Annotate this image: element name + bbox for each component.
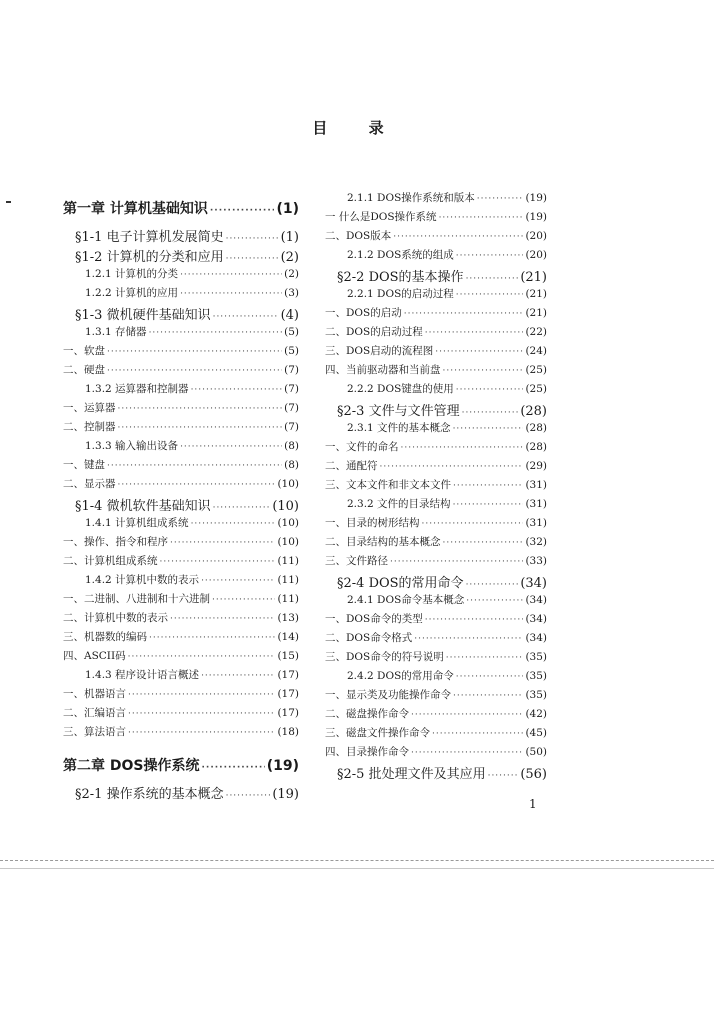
toc-entry-title: §2-4 DOS的常用命令 bbox=[337, 576, 464, 591]
toc-entry-page: (8) bbox=[284, 459, 299, 471]
toc-leader-dots bbox=[226, 234, 279, 244]
toc-leader-dots bbox=[210, 206, 275, 216]
toc-entry-title: 一、文件的命名 bbox=[325, 441, 399, 453]
toc-entry bbox=[325, 266, 547, 286]
toc-leader-dots bbox=[404, 309, 524, 319]
toc-entry-title: 二、显示器 bbox=[63, 478, 116, 490]
toc-entry bbox=[63, 400, 299, 419]
toc-entry-title: §2-5 批处理文件及其应用 bbox=[337, 767, 486, 782]
toc-entry-title: 三、机器数的编码 bbox=[63, 631, 147, 643]
toc-leader-dots bbox=[466, 274, 519, 284]
toc-entry bbox=[63, 266, 299, 285]
toc-entry bbox=[63, 343, 299, 362]
toc-entry bbox=[63, 226, 299, 246]
toc-entry-page: (32) bbox=[525, 536, 547, 548]
toc-leader-dots bbox=[456, 385, 524, 395]
toc-entry bbox=[325, 228, 547, 247]
toc-entry-title: 2.3.2 文件的目录结构 bbox=[347, 498, 451, 510]
toc-entry-page: (45) bbox=[525, 727, 547, 739]
toc-leader-dots bbox=[170, 538, 275, 548]
toc-entry-page: (7) bbox=[284, 402, 299, 414]
toc-entry-page: (35) bbox=[525, 651, 547, 663]
toc-entry-title: 1.3.1 存储器 bbox=[85, 326, 147, 338]
toc-leader-dots bbox=[128, 652, 276, 662]
toc-entry bbox=[63, 629, 299, 648]
toc-entry-title: 四、目录操作命令 bbox=[325, 746, 409, 758]
toc-entry-title: 四、当前驱动器和当前盘 bbox=[325, 364, 441, 376]
toc-leader-dots bbox=[432, 729, 523, 739]
toc-entry-page: (50) bbox=[525, 746, 547, 758]
toc-entry-title: 一、DOS的启动 bbox=[325, 307, 402, 319]
toc-entry bbox=[63, 648, 299, 667]
toc-entry bbox=[325, 553, 547, 572]
toc-entry-title: 二、控制器 bbox=[63, 421, 116, 433]
toc-leader-dots bbox=[401, 443, 524, 453]
toc-entry-page: (31) bbox=[525, 517, 547, 529]
toc-entry-page: (19) bbox=[266, 758, 299, 774]
toc-leader-dots bbox=[439, 213, 524, 223]
toc-leader-dots bbox=[453, 691, 523, 701]
toc-entry-title: 一、键盘 bbox=[63, 459, 105, 471]
toc-leader-dots bbox=[456, 290, 524, 300]
toc-entry-page: (5) bbox=[284, 326, 299, 338]
toc-entry bbox=[325, 534, 547, 553]
toc-leader-dots bbox=[128, 709, 275, 719]
toc-leader-dots bbox=[422, 519, 524, 529]
toc-leader-dots bbox=[411, 748, 523, 758]
toc-leader-dots bbox=[191, 385, 283, 395]
toc-leader-dots bbox=[435, 347, 523, 357]
toc-leader-dots bbox=[462, 408, 519, 418]
toc-leader-dots bbox=[466, 580, 519, 590]
toc-entry-page: (35) bbox=[525, 670, 547, 682]
toc-leader-dots bbox=[201, 763, 264, 773]
toc-entry-page: (7) bbox=[284, 421, 299, 433]
toc-entry bbox=[63, 285, 299, 304]
toc-entry-page: (42) bbox=[525, 708, 547, 720]
toc-entry bbox=[63, 198, 299, 226]
toc-entry-page: (34) bbox=[525, 594, 547, 606]
toc-entry bbox=[325, 687, 547, 706]
toc-entry bbox=[63, 610, 299, 629]
toc-leader-dots bbox=[118, 423, 283, 433]
toc-entry-title: 三、DOS启动的流程图 bbox=[325, 345, 434, 357]
toc-leader-dots bbox=[414, 634, 523, 644]
toc-entry-title: 三、文件路径 bbox=[325, 555, 388, 567]
toc-entry-title: 一、机器语言 bbox=[63, 688, 126, 700]
toc-entry bbox=[63, 438, 299, 457]
toc-entry bbox=[325, 763, 547, 783]
toc-entry-title: 二、硬盘 bbox=[63, 364, 105, 376]
toc-entry-page: (22) bbox=[525, 326, 547, 338]
toc-entry-title: 1.4.3 程序设计语言概述 bbox=[85, 669, 200, 681]
toc-entry-page: (28) bbox=[520, 404, 547, 419]
toc-leader-dots bbox=[443, 366, 524, 376]
toc-entry-page: (20) bbox=[525, 230, 547, 242]
toc-entry bbox=[63, 246, 299, 266]
toc-entry bbox=[63, 783, 299, 803]
toc-entry bbox=[325, 477, 547, 496]
toc-entry-page: (34) bbox=[520, 576, 547, 591]
toc-entry bbox=[63, 362, 299, 381]
toc-leader-dots bbox=[425, 328, 524, 338]
toc-entry-page: (35) bbox=[525, 689, 547, 701]
toc-entry-page: (25) bbox=[525, 364, 547, 376]
toc-leader-dots bbox=[201, 576, 275, 586]
toc-leader-dots bbox=[180, 270, 282, 280]
toc-entry-page: (2) bbox=[284, 268, 299, 280]
toc-entry-title: 三、算法语言 bbox=[63, 726, 126, 738]
toc-entry bbox=[63, 381, 299, 400]
toc-entry-page: (17) bbox=[277, 669, 299, 681]
toc-entry-title: 一、DOS命令的类型 bbox=[325, 613, 423, 625]
toc-left-column bbox=[63, 198, 299, 803]
toc-entry-title: 一、显示类及功能操作命令 bbox=[325, 689, 451, 701]
toc-entry-page: (25) bbox=[525, 383, 547, 395]
toc-leader-dots bbox=[118, 480, 276, 490]
toc-entry bbox=[325, 420, 547, 439]
toc-leader-dots bbox=[107, 347, 282, 357]
toc-entry bbox=[325, 458, 547, 477]
toc-entry bbox=[63, 515, 299, 534]
toc-entry bbox=[325, 572, 547, 592]
toc-entry-title: §2-2 DOS的基本操作 bbox=[337, 270, 464, 285]
toc-right-column bbox=[325, 190, 547, 783]
toc-entry-title: 2.2.1 DOS的启动过程 bbox=[347, 288, 454, 300]
toc-entry-title: 二、DOS版本 bbox=[325, 230, 392, 242]
toc-entry-title: 第二章 DOS操作系统 bbox=[63, 758, 200, 774]
toc-leader-dots bbox=[201, 671, 275, 681]
page-number: 1 bbox=[529, 797, 537, 811]
toc-entry-title: 1.4.2 计算机中数的表示 bbox=[85, 574, 200, 586]
toc-entry-title: §2-1 操作系统的基本概念 bbox=[75, 787, 224, 802]
toc-entry-page: (11) bbox=[277, 593, 299, 605]
toc-entry-title: 1.2.1 计算机的分类 bbox=[85, 268, 179, 280]
toc-entry bbox=[325, 247, 547, 266]
toc-entry-title: 一、运算器 bbox=[63, 402, 116, 414]
toc-leader-dots bbox=[212, 595, 275, 605]
toc-leader-dots bbox=[446, 653, 524, 663]
toc-leader-dots bbox=[390, 557, 523, 567]
toc-entry-page: (8) bbox=[284, 440, 299, 452]
toc-entry bbox=[63, 591, 299, 610]
toc-entry-page: (21) bbox=[525, 307, 547, 319]
toc-leader-dots bbox=[107, 366, 282, 376]
toc-entry-title: 三、文本文件和非文本文件 bbox=[325, 479, 451, 491]
toc-entry-title: 一、软盘 bbox=[63, 345, 105, 357]
toc-entry-title: 二、磁盘操作命令 bbox=[325, 708, 409, 720]
toc-entry-title: 二、汇编语言 bbox=[63, 707, 126, 719]
toc-leader-dots bbox=[118, 404, 283, 414]
toc-entry-page: (14) bbox=[277, 631, 299, 643]
toc-entry-title: 二、DOS命令格式 bbox=[325, 632, 413, 644]
toc-leader-dots bbox=[443, 538, 524, 548]
toc-entry-page: (11) bbox=[277, 555, 299, 567]
toc-entry-page: (5) bbox=[284, 345, 299, 357]
toc-leader-dots bbox=[170, 614, 275, 624]
toc-entry-title: 二、计算机组成系统 bbox=[63, 555, 158, 567]
toc-entry-page: (21) bbox=[525, 288, 547, 300]
toc-entry-title: 三、DOS命令的符号说明 bbox=[325, 651, 444, 663]
toc-entry-title: 一、目录的树形结构 bbox=[325, 517, 420, 529]
toc-entry-page: (29) bbox=[525, 460, 547, 472]
toc-entry bbox=[63, 419, 299, 438]
toc-leader-dots bbox=[466, 596, 523, 606]
toc-entry-title: 2.1.2 DOS系统的组成 bbox=[347, 249, 454, 261]
toc-entry bbox=[325, 209, 547, 228]
toc-leader-dots bbox=[226, 791, 271, 801]
toc-leader-dots bbox=[160, 557, 276, 567]
toc-entry-title: 二、计算机中数的表示 bbox=[63, 612, 168, 624]
toc-entry-page: (1) bbox=[280, 230, 299, 245]
toc-leader-dots bbox=[180, 289, 282, 299]
toc-entry-page: (10) bbox=[277, 536, 299, 548]
toc-entry-page: (28) bbox=[525, 422, 547, 434]
toc-leader-dots bbox=[149, 328, 283, 338]
toc-entry bbox=[325, 649, 547, 668]
toc-leader-dots bbox=[149, 633, 275, 643]
toc-entry bbox=[63, 457, 299, 476]
toc-entry bbox=[63, 724, 299, 743]
toc-entry bbox=[325, 305, 547, 324]
scan-edge-line-secondary bbox=[0, 868, 714, 869]
toc-leader-dots bbox=[456, 251, 524, 261]
toc-entry-page: (33) bbox=[525, 555, 547, 567]
toc-entry-title: §1-3 微机硬件基础知识 bbox=[75, 308, 211, 323]
toc-entry-title: §2-3 文件与文件管理 bbox=[337, 404, 460, 419]
toc-entry-page: (34) bbox=[525, 613, 547, 625]
toc-entry bbox=[63, 304, 299, 324]
toc-entry-title: 2.4.1 DOS命令基本概念 bbox=[347, 594, 465, 606]
toc-entry bbox=[325, 592, 547, 611]
toc-leader-dots bbox=[393, 232, 523, 242]
toc-entry-title: §1-1 电子计算机发展简史 bbox=[75, 230, 224, 245]
toc-entry-page: (10) bbox=[272, 499, 299, 514]
toc-leader-dots bbox=[107, 461, 282, 471]
toc-leader-dots bbox=[128, 690, 275, 700]
toc-leader-dots bbox=[226, 254, 279, 264]
toc-entry-page: (20) bbox=[525, 249, 547, 261]
toc-leader-dots bbox=[456, 672, 524, 682]
page-title: 目 录 bbox=[312, 119, 402, 137]
toc-entry-page: (17) bbox=[277, 707, 299, 719]
toc-leader-dots bbox=[425, 615, 524, 625]
toc-entry bbox=[325, 324, 547, 343]
toc-entry-title: 1.2.2 计算机的应用 bbox=[85, 287, 179, 299]
toc-entry-page: (13) bbox=[277, 612, 299, 624]
toc-entry bbox=[325, 744, 547, 763]
toc-entry-title: 四、ASCII码 bbox=[63, 650, 126, 662]
toc-entry-page: (34) bbox=[525, 632, 547, 644]
toc-entry bbox=[63, 572, 299, 591]
toc-entry-title: §1-2 计算机的分类和应用 bbox=[75, 250, 224, 265]
toc-entry-title: 一、操作、指令和程序 bbox=[63, 536, 168, 548]
toc-entry-page: (31) bbox=[525, 479, 547, 491]
toc-entry-title: 一 什么是DOS操作系统 bbox=[325, 211, 437, 223]
toc-entry bbox=[325, 515, 547, 534]
toc-entry bbox=[325, 611, 547, 630]
toc-entry-title: 一、二进制、八进制和十六进制 bbox=[63, 593, 210, 605]
toc-entry-page: (10) bbox=[277, 478, 299, 490]
toc-entry bbox=[63, 755, 299, 783]
toc-leader-dots bbox=[180, 442, 282, 452]
toc-leader-dots bbox=[128, 728, 275, 738]
toc-leader-dots bbox=[453, 481, 523, 491]
toc-entry-title: 2.3.1 文件的基本概念 bbox=[347, 422, 451, 434]
toc-entry bbox=[325, 668, 547, 687]
toc-entry bbox=[63, 324, 299, 343]
toc-entry-page: (24) bbox=[525, 345, 547, 357]
toc-entry-page: (7) bbox=[284, 383, 299, 395]
toc-entry bbox=[325, 496, 547, 515]
toc-entry-title: 二、通配符 bbox=[325, 460, 378, 472]
toc-entry-page: (19) bbox=[525, 211, 547, 223]
toc-leader-dots bbox=[191, 519, 276, 529]
toc-entry-page: (17) bbox=[277, 688, 299, 700]
toc-entry-page: (56) bbox=[520, 767, 547, 782]
toc-entry bbox=[325, 343, 547, 362]
toc-entry-page: (31) bbox=[525, 498, 547, 510]
toc-leader-dots bbox=[411, 710, 523, 720]
toc-entry-title: 三、磁盘文件操作命令 bbox=[325, 727, 430, 739]
toc-entry-title: 1.3.3 输入输出设备 bbox=[85, 440, 179, 452]
scan-edge-line bbox=[0, 860, 714, 861]
toc-entry bbox=[325, 725, 547, 744]
toc-entry bbox=[325, 630, 547, 649]
toc-entry-page: (19) bbox=[272, 787, 299, 802]
toc-entry bbox=[63, 686, 299, 705]
toc-entry-title: 1.4.1 计算机组成系统 bbox=[85, 517, 189, 529]
toc-entry-title: 2.2.2 DOS键盘的使用 bbox=[347, 383, 454, 395]
toc-entry-page: (10) bbox=[277, 517, 299, 529]
toc-entry bbox=[325, 362, 547, 381]
toc-entry bbox=[63, 705, 299, 724]
toc-entry-page: (2) bbox=[280, 250, 299, 265]
toc-entry bbox=[63, 495, 299, 515]
toc-entry-title: 2.1.1 DOS操作系统和版本 bbox=[347, 192, 475, 204]
toc-entry bbox=[325, 286, 547, 305]
toc-entry bbox=[63, 667, 299, 686]
toc-leader-dots bbox=[453, 500, 524, 510]
toc-entry-title: §1-4 微机软件基础知识 bbox=[75, 499, 211, 514]
toc-entry-page: (4) bbox=[280, 308, 299, 323]
toc-leader-dots bbox=[453, 424, 524, 434]
toc-entry bbox=[325, 706, 547, 725]
toc-leader-dots bbox=[488, 771, 519, 781]
toc-entry bbox=[325, 190, 547, 209]
toc-entry-page: (11) bbox=[277, 574, 299, 586]
toc-leader-dots bbox=[213, 312, 279, 322]
toc-entry-page: (7) bbox=[284, 364, 299, 376]
toc-entry-page: (21) bbox=[520, 270, 547, 285]
toc-leader-dots bbox=[213, 503, 271, 513]
toc-entry-page: (18) bbox=[277, 726, 299, 738]
toc-entry-title: 2.4.2 DOS的常用命令 bbox=[347, 670, 454, 682]
toc-entry-title: 1.3.2 运算器和控制器 bbox=[85, 383, 189, 395]
toc-leader-dots bbox=[380, 462, 524, 472]
toc-entry-title: 二、目录结构的基本概念 bbox=[325, 536, 441, 548]
toc-entry-page: (15) bbox=[277, 650, 299, 662]
toc-entry bbox=[63, 476, 299, 495]
toc-entry-title: 二、DOS的启动过程 bbox=[325, 326, 423, 338]
toc-entry bbox=[325, 400, 547, 420]
toc-entry-title: 第一章 计算机基础知识 bbox=[63, 201, 208, 217]
toc-entry-page: (3) bbox=[284, 287, 299, 299]
toc-entry bbox=[325, 381, 547, 400]
toc-entry bbox=[63, 553, 299, 572]
toc-entry-page: (1) bbox=[276, 201, 299, 217]
toc-entry-page: (28) bbox=[525, 441, 547, 453]
scan-mark bbox=[6, 201, 11, 203]
toc-entry bbox=[63, 534, 299, 553]
toc-entry-page: (19) bbox=[525, 192, 547, 204]
toc-leader-dots bbox=[477, 194, 524, 204]
toc-entry bbox=[325, 439, 547, 458]
